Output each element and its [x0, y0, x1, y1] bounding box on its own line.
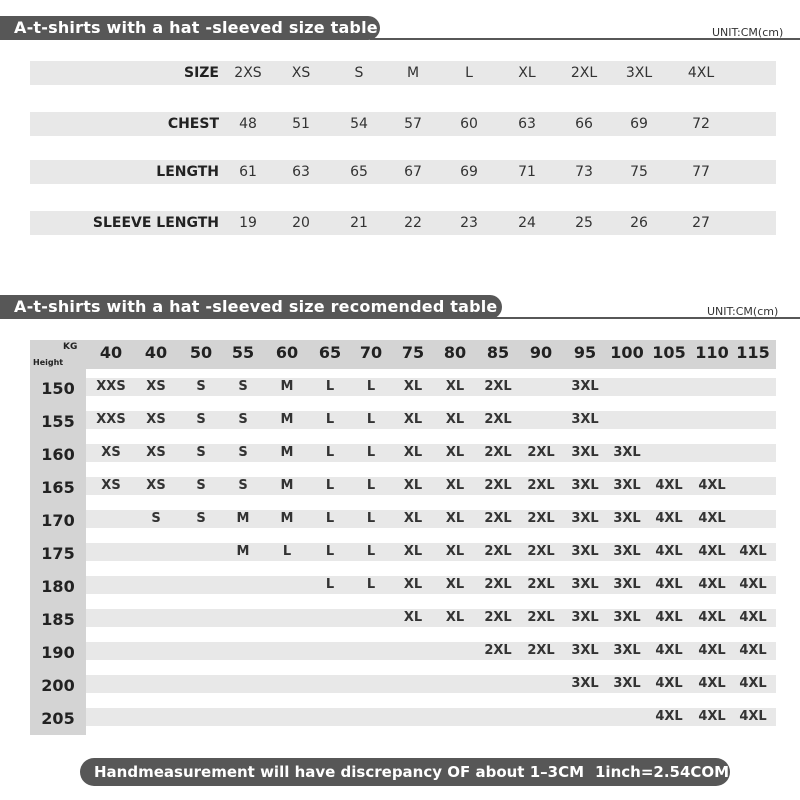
recommended-size-cell: 3XL: [571, 643, 599, 658]
height-value: 190: [41, 643, 75, 662]
size-table-cell: 25: [575, 215, 593, 231]
recommended-size-cell: 4XL: [698, 676, 726, 691]
size-table-cell: S: [354, 65, 364, 81]
weight-header: 75: [401, 343, 425, 362]
height-value: 155: [41, 412, 75, 431]
recommended-size-cell: XS: [146, 379, 166, 394]
size-table-row-label: CHEST: [167, 116, 219, 132]
height-value: 170: [41, 511, 75, 530]
recommended-size-cell: 2XL: [527, 643, 555, 658]
height-value: 165: [41, 478, 75, 497]
recommended-size-cell: M: [280, 445, 294, 460]
recommended-size-cell: XL: [403, 379, 423, 394]
weight-header: 85: [486, 343, 510, 362]
recommended-size-cell: 2XL: [484, 544, 512, 559]
recommended-size-cell: 2XL: [527, 544, 555, 559]
weight-header: 110: [695, 343, 729, 362]
size-table-row-label: SLEEVE LENGTH: [92, 215, 219, 231]
weight-header: 60: [275, 343, 299, 362]
recommended-size-cell: L: [282, 544, 292, 559]
recommended-size-cell: 4XL: [739, 676, 767, 691]
recommended-size-cell: L: [366, 379, 376, 394]
size-table-cell: 24: [518, 215, 536, 231]
recommended-size-cell: XL: [403, 511, 423, 526]
recommended-size-cell: XL: [445, 544, 465, 559]
recommended-size-cell: XL: [403, 412, 423, 427]
recommended-size-cell: 2XL: [484, 379, 512, 394]
recommended-size-cell: L: [325, 577, 335, 592]
recommended-size-cell: 4XL: [698, 610, 726, 625]
recommended-size-cell: XS: [146, 412, 166, 427]
recommended-size-cell: XXS: [96, 412, 126, 427]
recommended-size-cell: 3XL: [571, 412, 599, 427]
recommended-size-cell: XS: [146, 445, 166, 460]
recommended-size-cell: S: [238, 379, 248, 394]
recommended-size-cell: L: [366, 577, 376, 592]
recommended-size-cell: S: [196, 379, 206, 394]
size-table-cell: 54: [350, 116, 368, 132]
height-value: 180: [41, 577, 75, 596]
recommended-size-cell: L: [366, 511, 376, 526]
recommended-size-cell: XL: [403, 445, 423, 460]
recommended-size-cell: 2XL: [484, 478, 512, 493]
recommended-size-cell: S: [151, 511, 161, 526]
recommended-size-cell: 3XL: [571, 445, 599, 460]
size-table-cell: 67: [404, 164, 422, 180]
size-table-row: [30, 211, 776, 235]
discrepancy-note: Handmeasurement will have discrepancy OF about 1–3CM: [94, 763, 585, 781]
size-table-unit: UNIT:CM(cm): [712, 26, 784, 39]
size-table-cell: 63: [518, 116, 536, 132]
size-table-cell: 20: [292, 215, 310, 231]
recommended-size-cell: 4XL: [698, 511, 726, 526]
size-table-cell: 51: [292, 116, 310, 132]
recommended-size-cell: 4XL: [739, 610, 767, 625]
recommended-size-cell: 4XL: [655, 610, 683, 625]
recommended-size-cell: S: [196, 412, 206, 427]
recommended-size-cell: L: [325, 445, 335, 460]
weight-header: 50: [189, 343, 213, 362]
recommended-table-title: A-t-shirts with a hat -sleeved size recomended table: [0, 295, 502, 319]
recommended-size-cell: XS: [101, 478, 121, 493]
footer-note: [80, 758, 730, 786]
weight-header: 90: [529, 343, 553, 362]
recommended-size-cell: XL: [445, 577, 465, 592]
height-value: 185: [41, 610, 75, 629]
recommended-size-cell: 4XL: [655, 676, 683, 691]
weight-header: 40: [99, 343, 123, 362]
recommended-size-cell: 3XL: [571, 676, 599, 691]
size-table-cell: M: [406, 65, 420, 81]
recommended-size-cell: L: [366, 412, 376, 427]
height-value: 160: [41, 445, 75, 464]
inch-conversion: 1inch=2.54COM: [595, 763, 730, 781]
recommended-size-cell: S: [238, 412, 248, 427]
recommended-size-cell: 4XL: [739, 544, 767, 559]
recommended-size-cell: M: [280, 511, 294, 526]
recommended-size-cell: 3XL: [613, 478, 641, 493]
size-table-cell: 66: [575, 116, 593, 132]
weight-header: 95: [573, 343, 597, 362]
size-table-row-label: LENGTH: [156, 164, 219, 180]
recommended-size-cell: 2XL: [527, 577, 555, 592]
size-table-cell: 27: [692, 215, 710, 231]
recommended-size-cell: 4XL: [655, 511, 683, 526]
recommended-size-cell: 3XL: [613, 610, 641, 625]
recommended-size-cell: XL: [445, 610, 465, 625]
recommended-size-cell: 3XL: [613, 511, 641, 526]
size-table-cell: 69: [460, 164, 478, 180]
recommended-size-cell: 2XL: [484, 511, 512, 526]
recommended-size-cell: S: [196, 445, 206, 460]
size-table-cell: 60: [460, 116, 478, 132]
recommended-size-cell: 3XL: [571, 577, 599, 592]
weight-header: 80: [443, 343, 467, 362]
weight-header: 40: [144, 343, 168, 362]
size-table-cell: 73: [575, 164, 593, 180]
recommended-size-cell: 3XL: [571, 478, 599, 493]
kg-label: KG: [63, 342, 78, 352]
recommended-size-cell: XL: [445, 412, 465, 427]
recommended-size-cell: M: [280, 379, 294, 394]
recommended-size-cell: 2XL: [484, 610, 512, 625]
recommended-size-cell: 4XL: [698, 643, 726, 658]
recommended-size-cell: XL: [445, 478, 465, 493]
size-table-cell: 72: [692, 116, 710, 132]
size-table-cell: 19: [239, 215, 257, 231]
recommended-size-cell: XL: [445, 511, 465, 526]
size-table-cell: 69: [630, 116, 648, 132]
recommended-size-cell: XL: [445, 379, 465, 394]
recommended-size-cell: XXS: [96, 379, 126, 394]
size-table-cell: XS: [291, 65, 311, 81]
weight-header: 115: [736, 343, 770, 362]
recommended-size-cell: XL: [403, 610, 423, 625]
height-value: 150: [41, 379, 75, 398]
recommended-size-cell: M: [280, 478, 294, 493]
weight-header: 55: [231, 343, 255, 362]
recommended-size-cell: 3XL: [613, 676, 641, 691]
recommended-size-cell: 4XL: [655, 478, 683, 493]
size-table-cell: 61: [239, 164, 257, 180]
recommended-size-cell: 4XL: [739, 709, 767, 724]
recommended-size-cell: 3XL: [571, 511, 599, 526]
height-value: 175: [41, 544, 75, 563]
size-table-cell: 4XL: [687, 65, 715, 81]
recommended-size-cell: L: [325, 511, 335, 526]
recommended-size-cell: S: [196, 511, 206, 526]
recommended-size-cell: XL: [403, 478, 423, 493]
size-table-cell: XL: [518, 65, 536, 81]
recommended-size-cell: 4XL: [655, 709, 683, 724]
size-table-cell: 2XS: [234, 65, 262, 81]
size-table-cell: L: [465, 65, 473, 81]
recommended-size-cell: 3XL: [613, 544, 641, 559]
weight-header: 65: [318, 343, 342, 362]
height-value: 205: [41, 709, 75, 728]
recommended-size-cell: 2XL: [527, 511, 555, 526]
recommended-size-cell: 4XL: [698, 577, 726, 592]
size-table-row: [30, 112, 776, 136]
size-table-cell: 48: [239, 116, 257, 132]
recommended-size-cell: M: [236, 511, 250, 526]
recommended-size-cell: 4XL: [698, 709, 726, 724]
size-table-cell: 63: [292, 164, 310, 180]
size-table-title: A-t-shirts with a hat -sleeved size table: [0, 16, 380, 40]
size-table-cell: 65: [350, 164, 368, 180]
recommended-size-cell: XL: [403, 544, 423, 559]
size-table-cell: 26: [630, 215, 648, 231]
size-table-cell: 75: [630, 164, 648, 180]
recommended-size-cell: XL: [445, 445, 465, 460]
recommended-size-cell: L: [366, 478, 376, 493]
recommended-size-cell: 3XL: [571, 544, 599, 559]
size-table-cell: 2XL: [570, 65, 598, 81]
recommended-size-cell: 3XL: [613, 445, 641, 460]
recommended-size-cell: L: [325, 544, 335, 559]
recommended-size-cell: 2XL: [484, 577, 512, 592]
recommended-size-cell: 2XL: [527, 478, 555, 493]
recommended-table-unit: UNIT:CM(cm): [707, 305, 779, 318]
recommended-size-cell: L: [366, 445, 376, 460]
recommended-size-cell: 2XL: [484, 643, 512, 658]
size-table-cell: 77: [692, 164, 710, 180]
weight-header: 70: [359, 343, 383, 362]
size-table-row: [30, 61, 776, 85]
recommended-size-cell: 2XL: [527, 610, 555, 625]
recommended-size-cell: 4XL: [698, 544, 726, 559]
weight-header: 105: [652, 343, 686, 362]
recommended-size-cell: 2XL: [484, 412, 512, 427]
recommended-size-cell: 3XL: [571, 379, 599, 394]
recommended-size-cell: L: [325, 478, 335, 493]
size-table-cell: 21: [350, 215, 368, 231]
recommended-size-cell: XL: [403, 577, 423, 592]
recommended-size-cell: S: [238, 445, 248, 460]
recommended-size-cell: 4XL: [698, 478, 726, 493]
recommended-size-cell: 3XL: [613, 643, 641, 658]
weight-header: 100: [610, 343, 644, 362]
size-table-cell: 23: [460, 215, 478, 231]
size-table-cell: 71: [518, 164, 536, 180]
recommended-size-cell: M: [236, 544, 250, 559]
size-table-cell: 22: [404, 215, 422, 231]
recommended-size-cell: L: [366, 544, 376, 559]
recommended-size-cell: 3XL: [571, 610, 599, 625]
recommended-size-cell: S: [238, 478, 248, 493]
recommended-size-cell: L: [325, 412, 335, 427]
size-table-cell: 57: [404, 116, 422, 132]
recommended-size-cell: 4XL: [655, 577, 683, 592]
height-value: 200: [41, 676, 75, 695]
recommended-size-cell: S: [196, 478, 206, 493]
recommended-size-cell: 4XL: [739, 577, 767, 592]
recommended-size-cell: M: [280, 412, 294, 427]
height-label: Height: [33, 358, 64, 367]
recommended-size-cell: 3XL: [613, 577, 641, 592]
recommended-size-cell: 2XL: [484, 445, 512, 460]
recommended-size-cell: 4XL: [655, 544, 683, 559]
recommended-size-cell: XS: [146, 478, 166, 493]
size-table-row: [30, 160, 776, 184]
recommended-size-cell: XS: [101, 445, 121, 460]
recommended-size-cell: L: [325, 379, 335, 394]
recommended-size-cell: 4XL: [655, 643, 683, 658]
recommended-size-cell: 2XL: [527, 445, 555, 460]
size-table-cell: 3XL: [625, 65, 653, 81]
size-table-row-label: SIZE: [183, 65, 219, 81]
recommended-size-cell: 4XL: [739, 643, 767, 658]
